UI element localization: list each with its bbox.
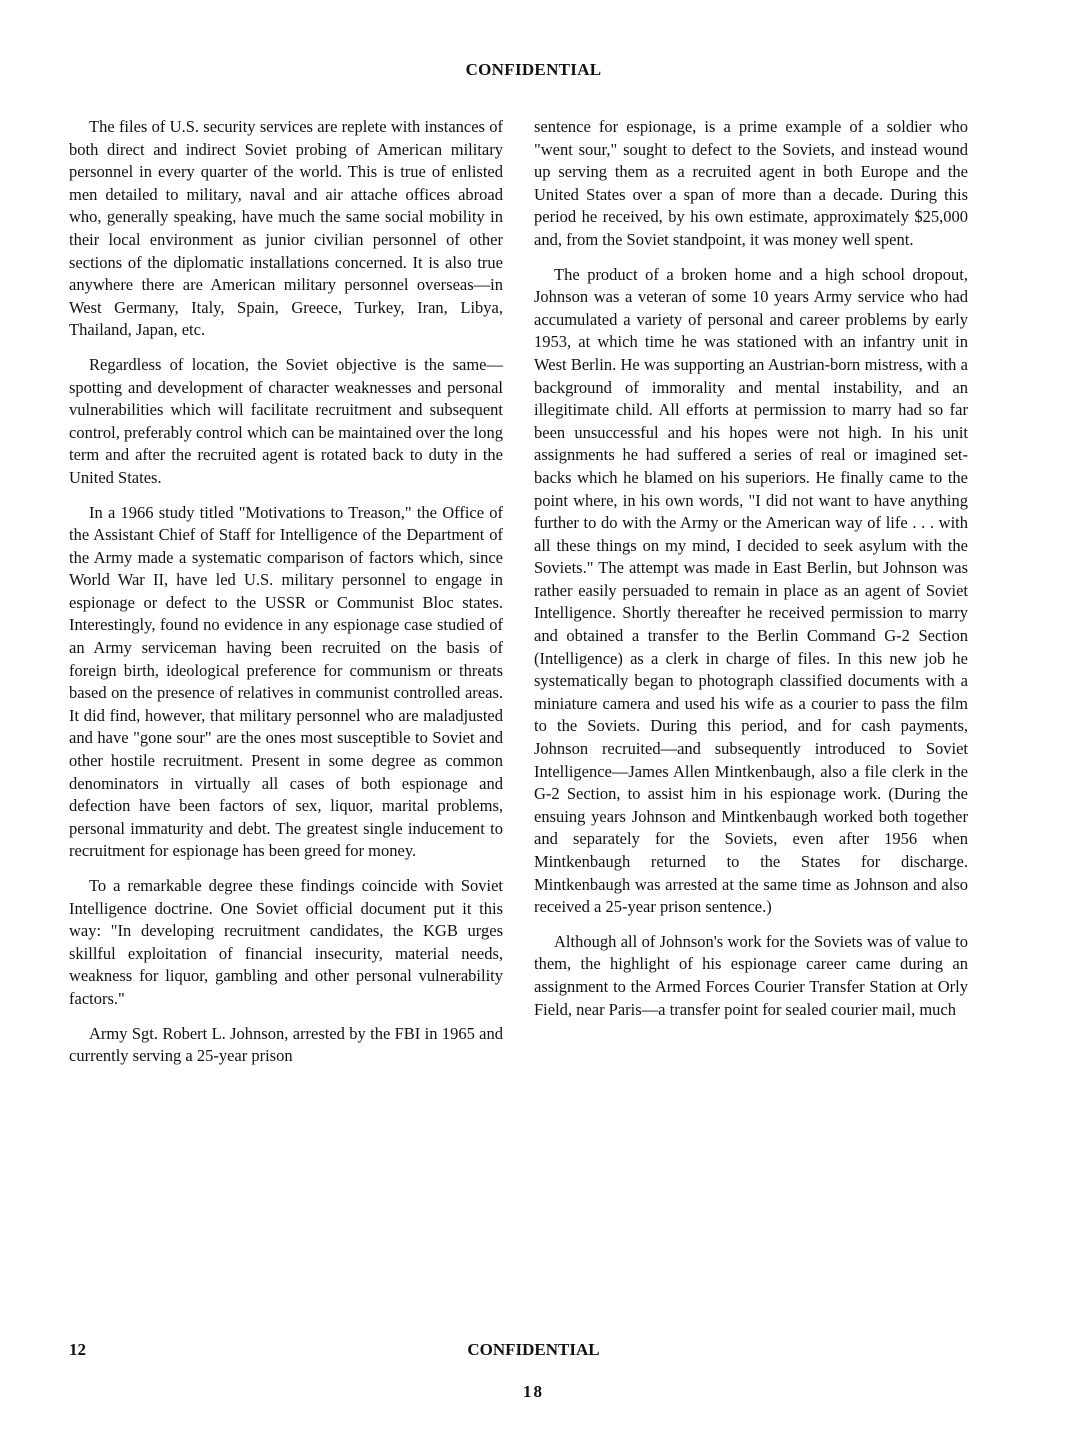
paragraph-johnson-intro: Army Sgt. Robert L. Johnson, arrested by the FBI in 1965 and currently serving a 25-year prison (69, 1023, 503, 1066)
classification-header: CONFIDENTIAL (465, 60, 602, 79)
page-number: 12 (69, 1340, 86, 1359)
paragraph-johnson-background: The product of a broken home and a high school dropout, Johnson was a veteran of some 10 years Army service who had accumulated a variety of personal and career problems by early 1953, at which time he was stationed with an infantry unit in West Berlin. He was supporting an Austrian-born mistress, with a background of immorality and mental instability, and an illegitimate child. All efforts at permission to marry had so far been unsuccessful and his hopes were not high. In his unit assignments he had suffered a series of real or imagined set-backs which he blamed on his superiors. He finally came to the point where, in his own words, "I did not want to have anything further to do with the Army or the American way of life . . . with all these things on my mind, I decided to seek asylum with the Soviets." The attempt was made in East Berlin, but Johnson was rather easily persuaded to remain in place as an agent of Soviet Intelligence. Shortly thereafter he received permission to marry and obtained a transfer to the Berlin Command G-2 Section (Intelligence) as a clerk in charge of files. In this new job he systematically began to photograph classified documents with a miniature camera and used his wife as a courier to pass the film to the Soviets. During this period, and for cash payments, Johnson recruited—and subsequently introduced to Soviet Intelligence—James Allen Mintkenbaugh, also a file clerk in the G-2 Section, to assist him in his espionage work. (During the ensuing years Johnson and Mintkenbaugh worked both together and separately for the Soviets, even after 1956 when Mintkenbaugh returned to the States for discharge. Mintkenbaugh was arrested at the same time as Johnson and also received a 25-year prison sentence.) (534, 264, 968, 917)
paragraph-soviet-probing: The files of U.S. security services are replete with instances of both direct and indirect Soviet probing of American military personnel in every quarter of the world. This is true of enlisted men detailed to military, naval and air attache offices abroad who, generally speaking, have much the same social mobility in their local environment as junior civilian personnel of other sections of the diplomatic installations concerned. It is also true anywhere there are American military personnel overseas—in West Germany, Italy, Spain, Greece, Turkey, Iran, Libya, Thailand, Japan, etc. (69, 117, 503, 340)
paragraph-kgb-doctrine: To a remarkable degree these findings coincide with Soviet Intelligence doctrine. One Soviet official document put it this way: "In developing recruitment candidates, the KGB urges skillful exploitation of financial insecurity, material needs, weakness for liquor, gambling and other personal vulnerability factors." (69, 876, 503, 1008)
paragraph-soviet-objective: Regardless of location, the Soviet objective is the same—spotting and development of character weaknesses and personal vulnerabilities which will facilitate recruitment and subsequent control, preferably control which can be maintained over the long term and after the recruited agent is rotated back to duty in the United States. (69, 354, 503, 487)
left-column (69, 116, 503, 1080)
right-column (534, 116, 968, 1033)
paragraph-motivations-study: In a 1966 study titled "Motivations to Treason," the Office of the Assistant Chief of Staff for Intelligence of the Department of the Army made a systematic comparison of factors which, since World War II, have led U.S. military personnel to engage in espionage or defect to the USSR or Communist Bloc states. Interestingly, found no evidence in any espionage case studied of an Army serviceman having been recruited on the basis of foreign birth, ideological preference for communism or threats based on the presence of relatives in communist controlled areas. It did find, however, that military personnel who are maladjusted and have "gone sour" are the ones most susceptible to Soviet and other hostile recruitment. Present in some degree as common denominators in virtually all cases of both espionage and defection have been factors of sex, liquor, marital problems, personal immaturity and debt. The greatest single inducement to recruitment for espionage has been greed for money. (69, 502, 503, 861)
classification-footer: CONFIDENTIAL (467, 1340, 600, 1359)
document-page-number: 18 (523, 1382, 544, 1401)
paragraph-johnson-continued: sentence for espionage, is a prime example of a soldier who "went sour," sought to defect to the Soviets, and instead wound up serving them as a recruited agent in both Europe and the United States over a span of more than a decade. During this period he received, by his own estimate, approximately $25,000 and, from the Soviet standpoint, it was money well spent. (534, 117, 968, 249)
page-footer (0, 1340, 1067, 1364)
paragraph-orly-assignment: Although all of Johnson's work for the Soviets was of value to them, the highlight of his espionage career came during an assignment to the Armed Forces Courier Transfer Station at Orly Field, near Paris—a transfer point for sealed courier mail, much (534, 931, 968, 1019)
